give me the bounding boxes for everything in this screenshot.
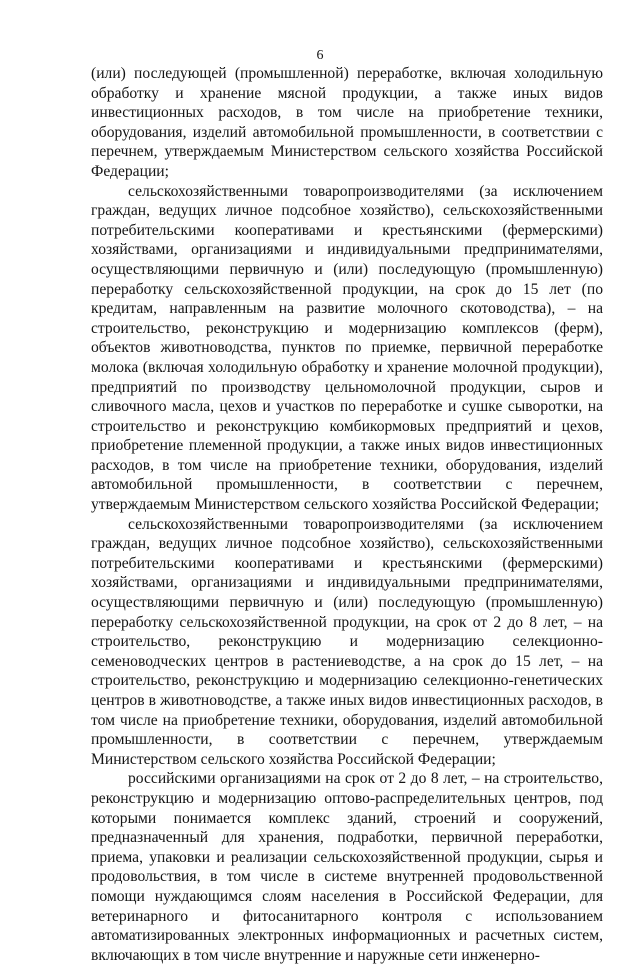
page-number: 6 [316,48,324,63]
body-text [91,64,603,965]
paragraph-1: (или) последующей (промышленной) переработке, включая холодильную обработку и хранение мясной продукции, а также иных видов инвестиционных расходов, в том числе на приобретение техники, оборудования, изделий автомобильной промышленности, в соответствии с перечнем, утверждаемым Министерством сельского хозяйства Российской Федерации; [91,65,603,180]
paragraph-3: сельскохозяйственными товаропроизводителями (за исключением граждан, ведущих личное подсобное хозяйство), сельскохозяйственными потребительскими кооперативами и крестьянскими (фермерскими) хозяйствами, организациями и индивидуальными предпринимателями, осуществляющими первичную и (или) последующую (промышленную) переработку сельскохозяйственной продукции, на срок от 2 до 8 лет, – на строительство, реконструкцию и модернизацию селекционно-семеноводческих центров в растениеводстве, а на срок до 15 лет, – на строительство, реконструкцию и модернизацию селекционно-генетических центров в животноводстве, а также иных видов инвестиционных расходов, в том числе на приобретение техники, оборудования, изделий автомобильной промышленности, в соответствии с перечнем, утверждаемым Министерством сельского хозяйства Российской Федерации; [91,515,603,768]
paragraph-2: сельскохозяйственными товаропроизводителями (за исключением граждан, ведущих личное подсобное хозяйство), сельскохозяйственными потребительскими кооперативами и крестьянскими (фермерскими) хозяйствами, организациями и индивидуальными предпринимателями, осуществляющими первичную и (или) последующую (промышленную) переработку сельскохозяйственной продукции, на срок до 15 лет (по кредитам, направленным на развитие молочного скотоводства), – на строительство, реконструкцию и модернизацию комплексов (ферм), объектов животноводства, пунктов по приемке, первичной переработке молока (включая холодильную обработку и хранение молочной продукции), предприятий по производству цельномолочной продукции, сыров и сливочного масла, цехов и участков по переработке и сушке сыворотки, на строительство и реконструкцию комбикормовых предприятий и цехов, приобретение племенной продукции, а также иных видов инвестиционных расходов, в том числе на приобретение техники, оборудования, изделий автомобильной промышленности, в соответствии с перечнем, утверждаемым Министерством сельского хозяйства Российской Федерации; [91,182,603,514]
paragraph-4: российскими организациями на срок от 2 до 8 лет, – на строительство, реконструкцию и модернизацию оптово-распределительных центров, под которыми понимается комплекс зданий, строений и сооружений, предназначенный для хранения, подработки, первичной переработки, приема, упаковки и реализации сельскохозяйственной продукции, сырья и продовольствия, в том числе в системе внутренней продовольственной помощи нуждающимся слоям населения в Российской Федерации, для ветеринарного и фитосанитарного контроля с использованием автоматизированных электронных информационных и расчетных систем, включающих в том числе внутренние и наружные сети инженерно- [91,770,603,964]
